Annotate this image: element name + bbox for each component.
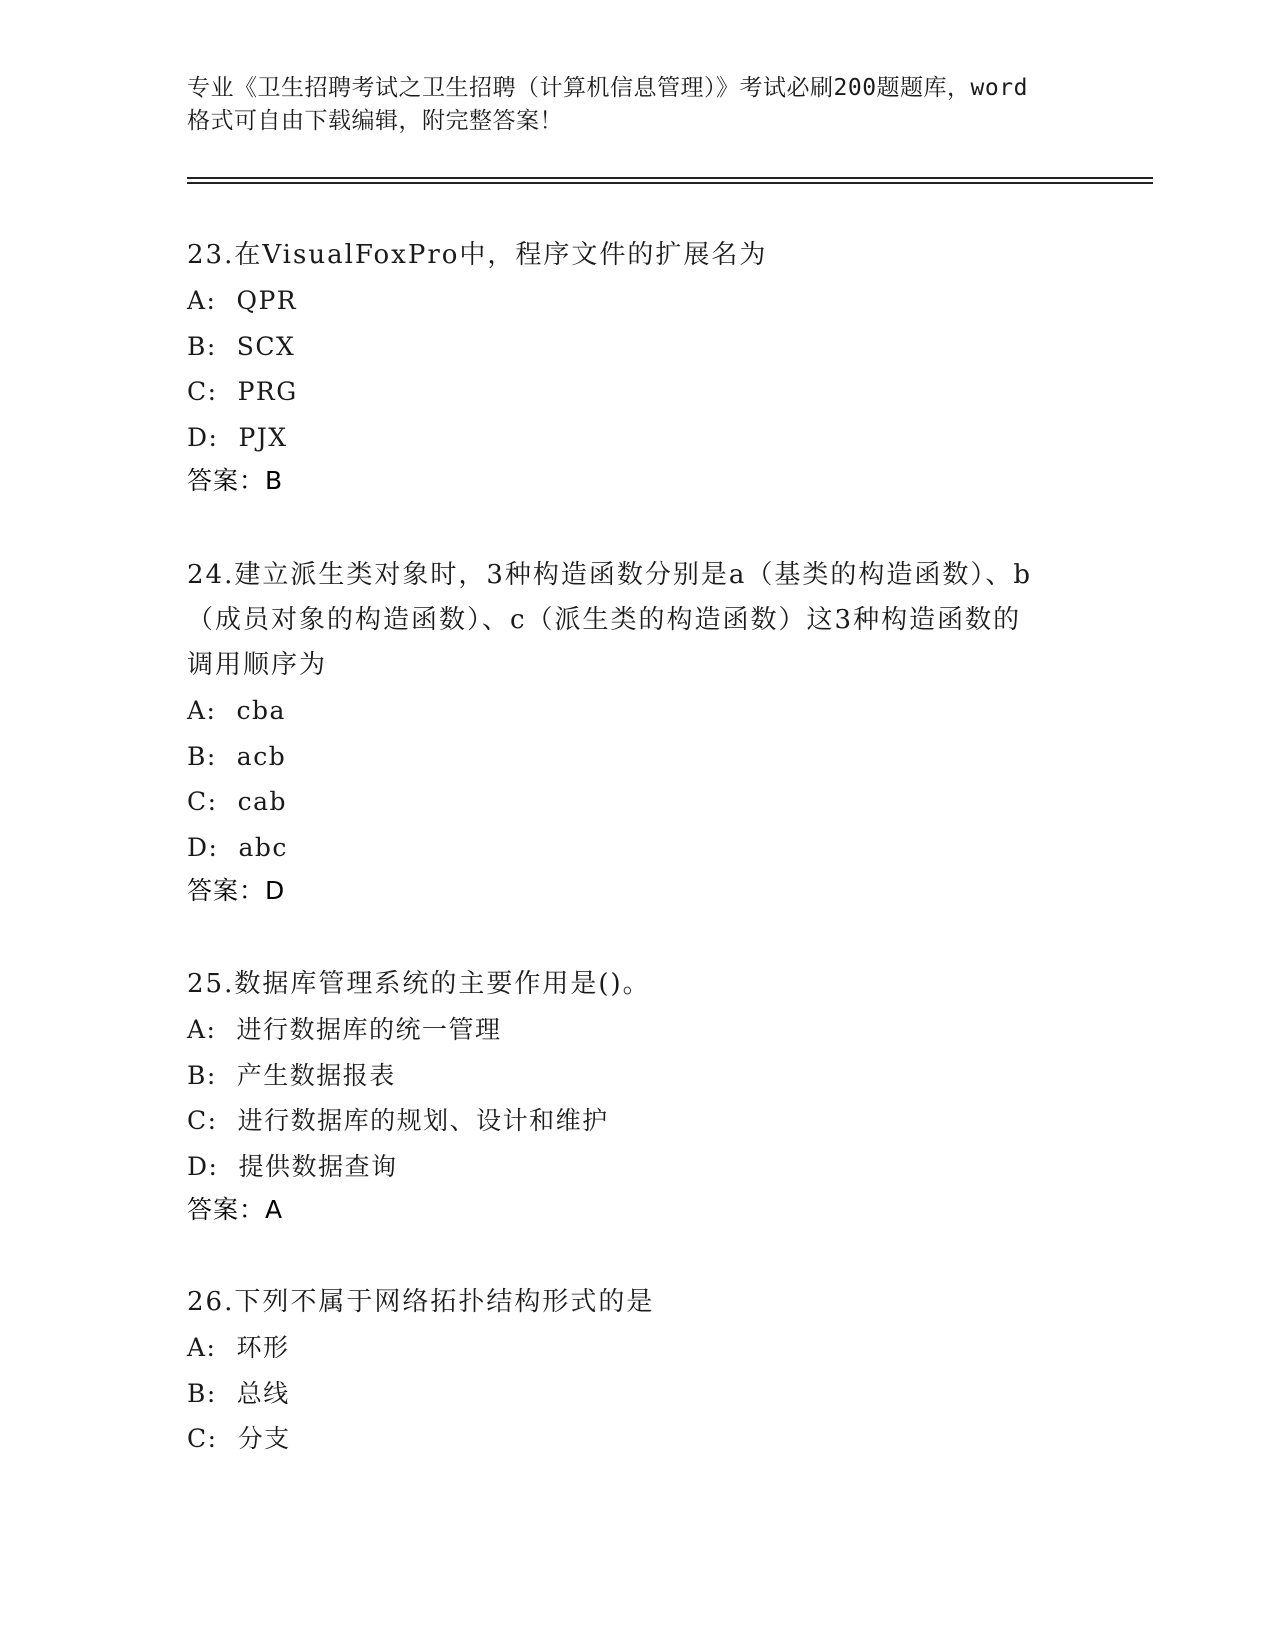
option-letter: B: [187, 741, 217, 771]
answer-label: 答案：B [187, 466, 284, 495]
option-text: acb [236, 741, 287, 771]
option-c [187, 369, 1087, 415]
option-letter: D: [187, 832, 219, 862]
option-letter: C: [187, 787, 218, 816]
option-d [187, 415, 1087, 461]
header-line-1: 专业《卫生招聘考试之卫生招聘（计算机信息管理）》考试必刷200题题库，word [187, 75, 1028, 101]
question-text: 25.数据库管理系统的主要作用是()。 [187, 969, 651, 999]
option-text: 进行数据库的统一管理 [236, 1015, 502, 1044]
question-24 [187, 553, 1087, 912]
option-text: cba [236, 696, 286, 725]
option-d [187, 825, 1087, 871]
option-c [187, 779, 1087, 825]
option-b [187, 1371, 1087, 1417]
option-letter: C: [187, 377, 218, 406]
option-b [187, 734, 1087, 780]
option-letter: B: [187, 1060, 217, 1090]
header-divider-bottom [187, 182, 1153, 184]
option-text: 进行数据库的规划、设计和维护 [237, 1106, 609, 1135]
option-d [187, 1144, 1087, 1190]
option-letter: B: [187, 331, 217, 361]
option-letter: A: [187, 696, 217, 725]
option-letter: A: [187, 1015, 217, 1044]
option-letter: A: [187, 1333, 217, 1362]
option-letter: C: [187, 1106, 218, 1135]
header-line-2: 格式可自由下载编辑，附完整答案！ [187, 108, 563, 134]
option-text: PRG [237, 377, 298, 406]
option-text: SCX [236, 331, 296, 361]
option-letter: B: [187, 1378, 217, 1408]
document-header [187, 72, 1087, 138]
option-text: PJX [238, 422, 288, 452]
question-25 [187, 962, 1087, 1231]
header-divider-top [187, 177, 1153, 179]
option-b [187, 324, 1087, 370]
option-letter: D: [187, 422, 219, 452]
option-letter: D: [187, 1151, 219, 1181]
option-c [187, 1098, 1087, 1144]
option-a [187, 1007, 1087, 1053]
option-text: cab [237, 787, 287, 816]
option-text: QPR [236, 286, 298, 315]
option-a [187, 278, 1087, 324]
option-text: 分支 [237, 1424, 291, 1453]
question-26 [187, 1280, 1087, 1462]
option-text: 环形 [236, 1333, 290, 1362]
option-letter: A: [187, 286, 217, 315]
question-text: 26.下列不属于网络拓扑结构形式的是 [187, 1287, 655, 1317]
option-text: abc [238, 832, 288, 862]
option-text: 总线 [236, 1378, 290, 1408]
option-text: 产生数据报表 [236, 1060, 396, 1090]
question-text: 23.在VisualFoxPro中，程序文件的扩展名为 [187, 240, 768, 270]
answer-label: 答案：D [187, 876, 286, 905]
option-b [187, 1053, 1087, 1099]
option-a [187, 688, 1087, 734]
question-23 [187, 233, 1087, 502]
option-letter: C: [187, 1424, 218, 1453]
option-a [187, 1325, 1087, 1371]
option-c [187, 1416, 1087, 1462]
answer-label: 答案：A [187, 1195, 284, 1224]
question-text: 24.建立派生类对象时，3种构造函数分别是a（基类的构造函数）、b（成员对象的构造函数）、c（派生类的构造函数）这3种构造函数的调用顺序为 [187, 560, 1033, 680]
option-text: 提供数据查询 [238, 1151, 398, 1181]
